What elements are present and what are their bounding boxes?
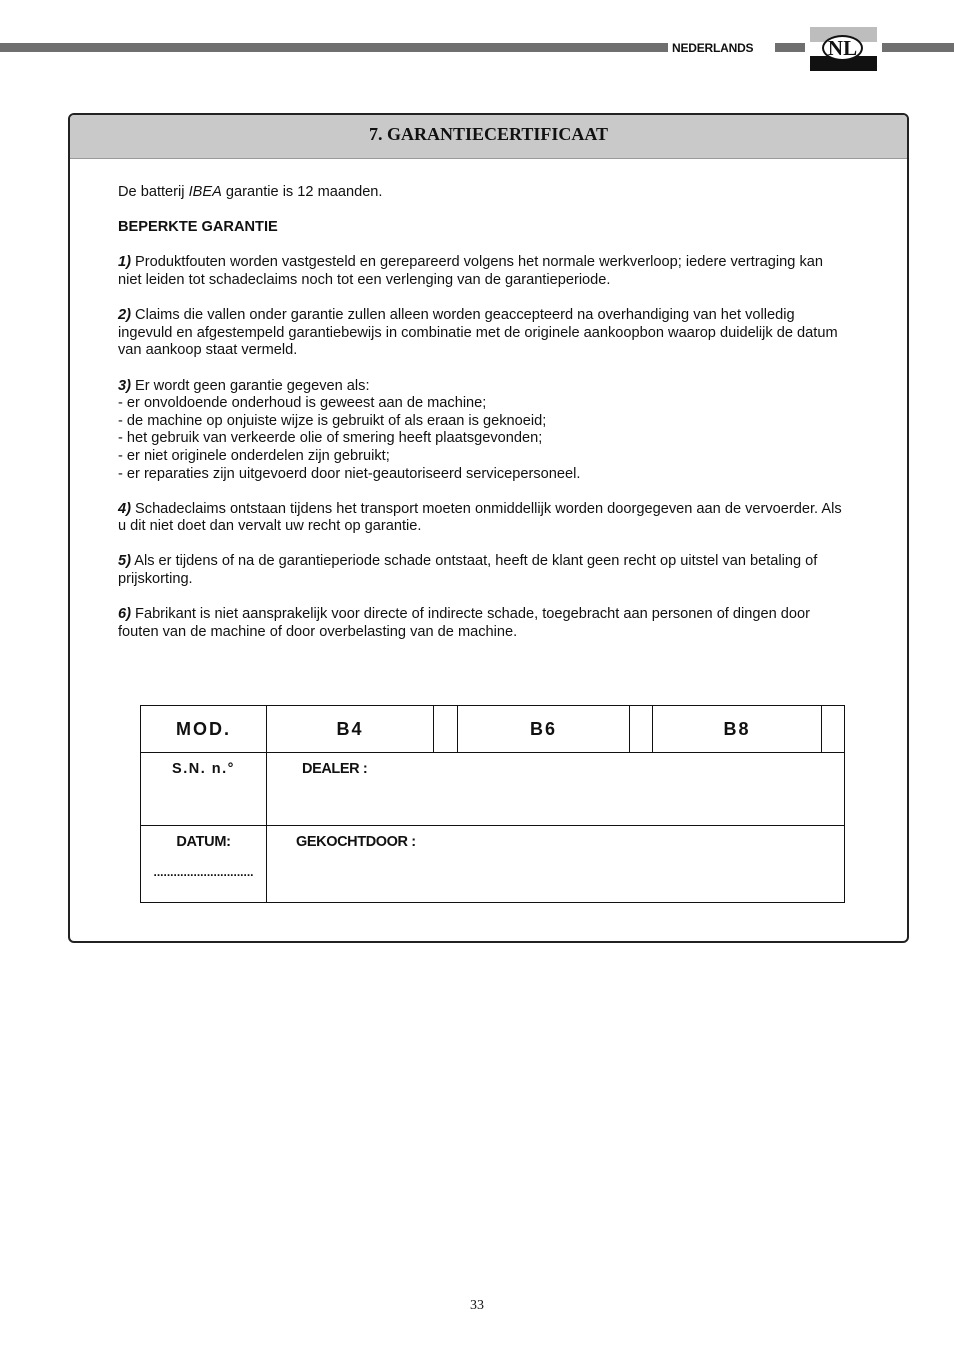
- date-blank-line: ..............................: [153, 864, 254, 879]
- warranty-text: [118, 184, 848, 659]
- warranty-panel: [68, 113, 909, 943]
- bought-by-label: GEKOCHTDOOR :: [296, 833, 416, 850]
- serial-number-field[interactable]: [141, 753, 267, 825]
- model-b6-label: B6: [458, 706, 630, 753]
- dealer-field[interactable]: [267, 753, 845, 825]
- section-title: 7. GARANTIECERTIFICAAT: [368, 124, 609, 144]
- exclusion-item: - de machine op onjuiste wijze is gebruikt of als eraan is geknoeid;: [118, 412, 547, 429]
- header-rule-right: [882, 43, 954, 52]
- date-label: DATUM:: [176, 833, 231, 850]
- language-label: NEDERLANDS: [672, 41, 754, 55]
- exclusion-item: - het gebruik van verkeerde olie of smering heeft plaatsgevonden;: [118, 430, 543, 447]
- intro-paragraph: De batterij IBEA garantie is 12 maanden.: [118, 184, 383, 200]
- warranty-clause-3: 3) Er wordt geen garantie gegeven als: - er onvoldoende onderhoud is geweest aan de machine; - de machine op onjuiste wijze is gebruikt of als eraan is geknoeid; - het gebruik van verkeerde olie of smering heeft plaatsgevonden; - er niet originele onderdelen zijn gebruikt; - er reparaties zijn uitgevoerd door niet-geautoriseerd servicepersoneel.: [118, 378, 848, 484]
- warranty-clause-2: 2) Claims die vallen onder garantie zullen alleen worden geaccepteerd na overhandiging van het volledig ingevuld en afgestempeld garantiebewijs in combinatie met de originele aankoopbon waarop duidelijk de datum van aankoop staat vermeld.: [118, 307, 838, 359]
- page-number: 33: [470, 1298, 484, 1313]
- exclusion-item: - er reparaties zijn uitgevoerd door niet-geautoriseerd servicepersoneel.: [118, 465, 581, 482]
- warranty-certificate-form: [140, 705, 845, 903]
- exclusion-item: - er niet originele onderdelen zijn gebruikt;: [118, 447, 390, 464]
- header-rule-left: [0, 43, 668, 52]
- model-b6-checkbox[interactable]: [630, 706, 653, 753]
- model-b8-label: B8: [653, 706, 822, 753]
- brand-name: IBEA: [188, 184, 222, 200]
- limited-warranty-heading: BEPERKTE GARANTIE: [118, 219, 278, 236]
- header-rule-middle: [775, 43, 805, 52]
- language-flag-icon: [810, 27, 877, 71]
- model-label: MOD.: [141, 706, 267, 753]
- warranty-clause-4: 4) Schadeclaims ontstaan tijdens het transport moeten onmiddellijk worden doorgegeven aan de vervoerder. Als u dit niet doet dan vervalt uw recht op garantie.: [118, 500, 842, 535]
- dealer-label: DEALER :: [302, 761, 368, 778]
- model-b8-checkbox[interactable]: [822, 706, 845, 753]
- model-b4-checkbox[interactable]: [434, 706, 458, 753]
- warranty-clause-6: 6) Fabrikant is niet aansprakelijk voor directe of indirecte schade, toegebracht aan personen of dingen door fouten van de machine of door overbelasting van de machine.: [118, 606, 811, 640]
- warranty-clause-5: 5) Als er tijdens of na de garantieperiode schade ontstaat, heeft de klant geen recht op uitstel van betaling of prijskorting.: [118, 553, 818, 588]
- flag-code: NL: [822, 35, 863, 61]
- bought-by-field[interactable]: [267, 825, 845, 902]
- serial-number-label: S.N. n.°: [172, 761, 235, 778]
- purchase-date-field[interactable]: [141, 825, 267, 902]
- model-b4-label: B4: [267, 706, 434, 753]
- section-header: [70, 115, 907, 159]
- warranty-clause-1: 1) Produktfouten worden vastgesteld en gerepareerd volgens het normale werkverloop; iedere vertraging kan niet leiden tot schadeclaims noch tot een verlenging van de garantieperiode.: [118, 254, 823, 288]
- exclusion-item: - er onvoldoende onderhoud is geweest aan de machine;: [118, 395, 487, 412]
